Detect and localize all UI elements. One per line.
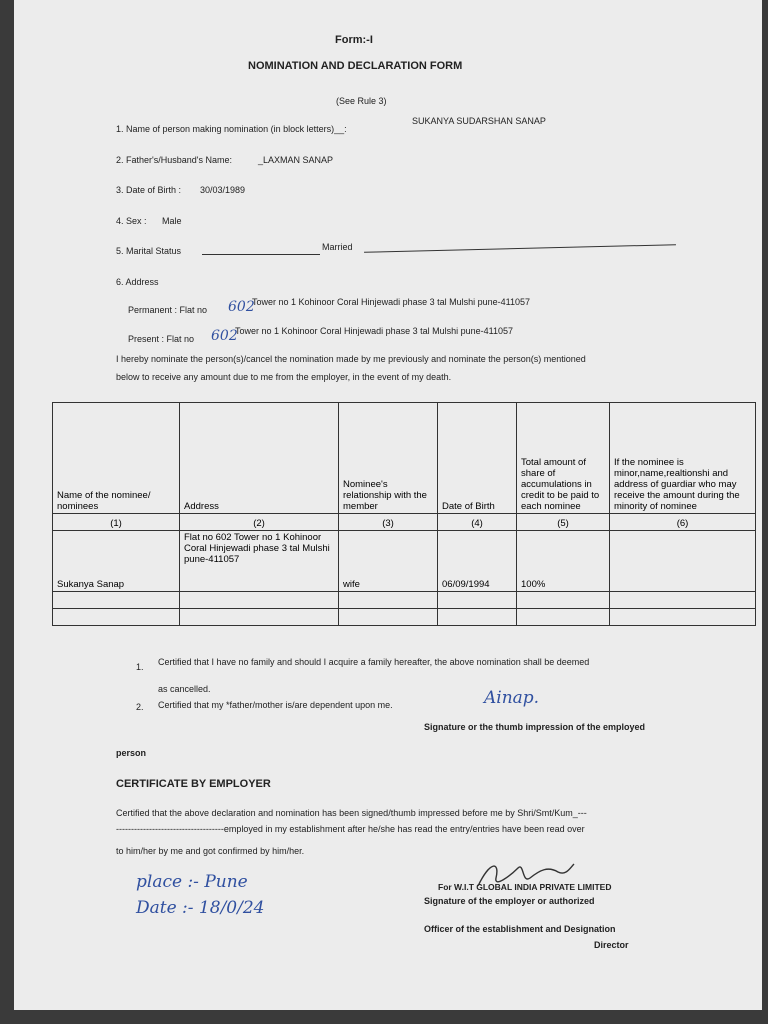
company-stamp: For W.I.T GLOBAL INDIA PRIVATE LIMITED — [438, 882, 612, 892]
col-number: (6) — [610, 514, 756, 531]
field-dob-label: 3. Date of Birth : — [116, 185, 182, 195]
field-father-value: _LAXMAN SANAP — [258, 155, 334, 165]
nominee-share: 100% — [517, 531, 610, 592]
header-name: Name of the nominee/ nominees — [53, 403, 180, 514]
present-value: Tower no 1 Kohinoor Coral Hinjewadi phase 3 tal Mulshi pune-411057 — [235, 326, 514, 336]
cert-1-number: 1. — [136, 662, 144, 672]
nominee-table — [52, 402, 756, 626]
header-share: Total amount of share of accumulations in credit to be paid to each nominee — [517, 403, 610, 514]
permanent-flat-number: 602 — [228, 299, 255, 315]
table-row-empty — [53, 609, 756, 626]
employer-heading: CERTIFICATE BY EMPLOYER — [116, 778, 271, 790]
marital-line — [364, 244, 676, 253]
form-title: Form:-I — [335, 34, 373, 46]
nominee-name: Sukanya Sanap — [53, 531, 180, 592]
cert-1-line-2: as cancelled. — [158, 684, 211, 694]
table-header-row — [53, 403, 756, 514]
form-heading: NOMINATION AND DECLARATION FORM — [248, 60, 463, 72]
header-relationship: Nominee's relationship with the member — [339, 403, 438, 514]
permanent-value: Tower no 1 Kohinoor Coral Hinjewadi phase 3 tal Mulshi pune-411057 — [252, 297, 531, 307]
marital-underline — [202, 254, 320, 255]
cert-1-line-1: Certified that I have no family and should I acquire a family hereafter, the above nomination shall be deemed — [158, 657, 590, 667]
field-name-label: 1. Name of person making nomination (in block letters)__: — [116, 124, 347, 134]
field-marital-label: 5. Marital Status — [116, 246, 182, 256]
cert-2-text: Certified that my *father/mother is/are dependent upon me. — [158, 700, 393, 710]
field-marital-value: Married — [322, 242, 353, 252]
col-number: (5) — [517, 514, 610, 531]
field-sex-value: Male — [162, 216, 182, 226]
nominee-relationship: wife — [339, 531, 438, 592]
field-father-label: 2. Father's/Husband's Name: — [116, 155, 232, 165]
table-number-row — [53, 514, 756, 531]
permanent-label: Permanent : Flat no — [128, 305, 208, 315]
address-label: 6. Address — [116, 277, 159, 287]
nominee-dob: 06/09/1994 — [438, 531, 517, 592]
col-number: (3) — [339, 514, 438, 531]
employer-line-3: to him/her by me and got confirmed by him/her. — [116, 846, 305, 856]
nominee-guardian — [610, 531, 756, 592]
present-label: Present : Flat no — [128, 334, 195, 344]
place-handwritten: place :- Pune — [136, 872, 248, 892]
header-dob: Date of Birth — [438, 403, 517, 514]
col-number: (4) — [438, 514, 517, 531]
table-row — [53, 531, 756, 592]
cert-2-number: 2. — [136, 702, 144, 712]
employer-line-1: Certified that the above declaration and nomination has been signed/thumb impressed before me by Shri/Smt/Kum_--- — [116, 808, 587, 818]
signature-label: Signature or the thumb impression of the employed — [424, 722, 646, 732]
nominee-address: Flat no 602 Tower no 1 Kohinoor Coral Hinjewadi phase 3 tal Mulshi pune-411057 — [180, 531, 339, 592]
nominate-line-1: I hereby nominate the person(s)/cancel the nomination made by me previously and nominate the person(s) mentioned — [116, 354, 586, 364]
officer-label: Officer of the establishment and Designation — [424, 924, 616, 934]
header-guardian: If the nominee is minor,name,realtionshi and address of guardiar who may receive the amount during the minority of nominee — [610, 403, 756, 514]
col-number: (2) — [180, 514, 339, 531]
present-flat-number: 602 — [211, 328, 238, 344]
date-handwritten: Date :- 18/0/24 — [136, 898, 265, 918]
person-label: person — [116, 748, 147, 758]
director-label: Director — [594, 940, 629, 950]
nominate-line-2: below to receive any amount due to me from the employer, in the event of my death. — [116, 372, 452, 382]
header-address: Address — [180, 403, 339, 514]
employer-line-2: ------------------------------------employed in my establishment after he/she has read the entry/entries have been read over — [116, 824, 585, 834]
employer-signature-label: Signature of the employer or authorized — [424, 896, 595, 906]
field-dob-value: 30/03/1989 — [200, 185, 246, 195]
col-number: (1) — [53, 514, 180, 531]
employee-signature: Ainap. — [484, 688, 540, 708]
field-sex-label: 4. Sex : — [116, 216, 147, 226]
table-row-empty — [53, 592, 756, 609]
field-name-value: SUKANYA SUDARSHAN SANAP — [412, 116, 546, 126]
rule-reference: (See Rule 3) — [336, 96, 387, 106]
